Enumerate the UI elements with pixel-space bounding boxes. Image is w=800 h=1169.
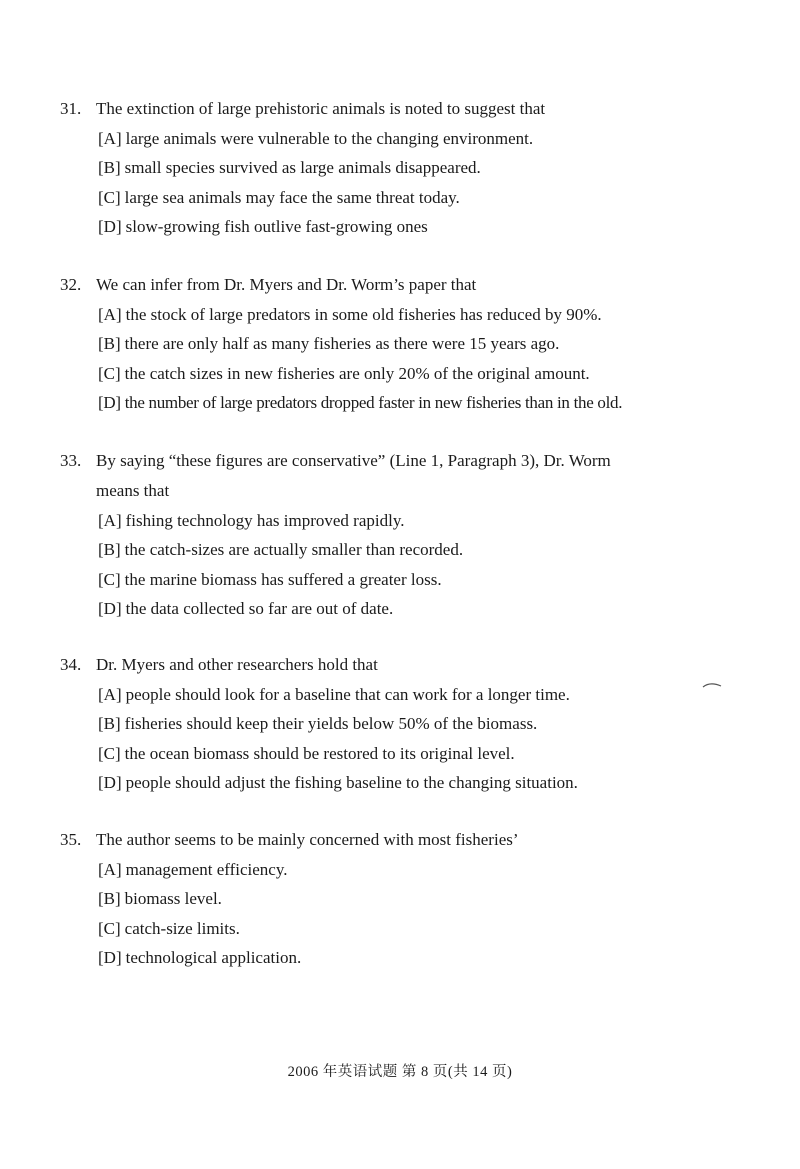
option-letter: [B]: [98, 158, 121, 178]
question-number: 34.: [60, 655, 82, 674]
option-letter: [B]: [98, 540, 121, 560]
option-c: [60, 914, 770, 943]
option-text: technological application.: [125, 947, 302, 967]
option-letter: [C]: [98, 363, 121, 383]
question-number: 32.: [60, 275, 82, 294]
option-b: [60, 709, 770, 738]
question-text: The extinction of large prehistoric animals is noted to suggest that: [96, 99, 546, 118]
option-letter: [D]: [98, 598, 122, 618]
pen-stroke-mark: [702, 682, 722, 690]
question-34: [60, 650, 770, 797]
option-a: [60, 300, 770, 329]
option-letter: [A]: [98, 860, 122, 879]
question-31: [60, 94, 770, 241]
option-text: the number of large predators dropped faster in new fisheries than in the old.: [124, 392, 623, 412]
option-letter: [B]: [98, 334, 121, 354]
option-text: people should adjust the fishing baseline to the changing situation.: [125, 772, 578, 792]
option-a: [60, 680, 770, 709]
option-letter: [B]: [98, 714, 121, 734]
option-text: biomass level.: [124, 889, 222, 909]
option-d: [60, 212, 770, 241]
question-number: 35.: [60, 830, 82, 849]
option-c: [60, 565, 770, 594]
option-letter: [D]: [98, 772, 122, 792]
option-b: [60, 884, 770, 913]
option-text: the data collected so far are out of date.: [125, 598, 394, 618]
option-d: [60, 943, 770, 972]
option-a: [60, 506, 770, 535]
question-stem: [60, 650, 770, 680]
question-text: By saying “these figures are conservative” (Line 1, Paragraph 3), Dr. Worm: [96, 451, 611, 470]
option-letter: [B]: [98, 889, 121, 909]
option-c: [60, 359, 770, 388]
option-text: fisheries should keep their yields below 50% of the biomass.: [124, 714, 538, 734]
option-text: there are only half as many fisheries as there were 15 years ago.: [124, 334, 560, 354]
option-text: small species survived as large animals disappeared.: [124, 158, 481, 178]
question-35: [60, 825, 770, 972]
question-33: [60, 446, 770, 623]
question-number: 31.: [60, 99, 82, 118]
option-text: slow-growing fish outlive fast-growing ones: [125, 216, 428, 236]
option-text: catch-size limits.: [124, 918, 240, 938]
option-text: the stock of large predators in some old fisheries has reduced by 90%.: [125, 305, 602, 324]
question-stem: [60, 94, 770, 124]
option-c: [60, 183, 770, 212]
option-letter: [D]: [98, 216, 122, 236]
question-number: 33.: [60, 451, 82, 470]
question-text: We can infer from Dr. Myers and Dr. Worm’s paper that: [96, 275, 477, 294]
option-text: the marine biomass has suffered a greater loss.: [124, 569, 442, 589]
option-letter: [D]: [98, 947, 122, 967]
question-stem: [60, 270, 770, 300]
option-a: [60, 124, 770, 153]
option-letter: [C]: [98, 918, 121, 938]
option-text: fishing technology has improved rapidly.: [125, 511, 405, 530]
option-b: [60, 329, 770, 358]
option-letter: [C]: [98, 743, 121, 763]
option-text: large animals were vulnerable to the changing environment.: [125, 129, 534, 148]
option-letter: [D]: [98, 392, 121, 412]
option-d: [60, 768, 770, 797]
option-c: [60, 739, 770, 768]
option-b: [60, 535, 770, 564]
option-letter: [A]: [98, 129, 122, 148]
option-b: [60, 153, 770, 182]
question-stem: [60, 446, 770, 476]
option-text: the catch-sizes are actually smaller than recorded.: [124, 540, 464, 560]
question-32: [60, 270, 770, 417]
option-text: the ocean biomass should be restored to its original level.: [124, 743, 515, 763]
option-letter: [A]: [98, 685, 122, 704]
question-text: The author seems to be mainly concerned with most fisheries’: [96, 830, 519, 849]
option-letter: [C]: [98, 187, 121, 207]
option-a: [60, 855, 770, 884]
question-text-continuation: means that: [96, 481, 170, 500]
question-text: Dr. Myers and other researchers hold that: [96, 655, 378, 674]
option-text: management efficiency.: [125, 860, 288, 879]
option-d: [60, 594, 770, 623]
option-letter: [A]: [98, 511, 122, 530]
option-letter: [A]: [98, 305, 122, 324]
option-letter: [C]: [98, 569, 121, 589]
option-d: [60, 388, 770, 417]
question-stem: [60, 825, 770, 855]
option-text: the catch sizes in new fisheries are only 20% of the original amount.: [124, 363, 590, 383]
page-footer: 2006 年英语试题 第 8 页(共 14 页): [287, 1064, 513, 1080]
option-text: people should look for a baseline that can work for a longer time.: [125, 685, 570, 704]
option-text: large sea animals may face the same threat today.: [124, 187, 460, 207]
